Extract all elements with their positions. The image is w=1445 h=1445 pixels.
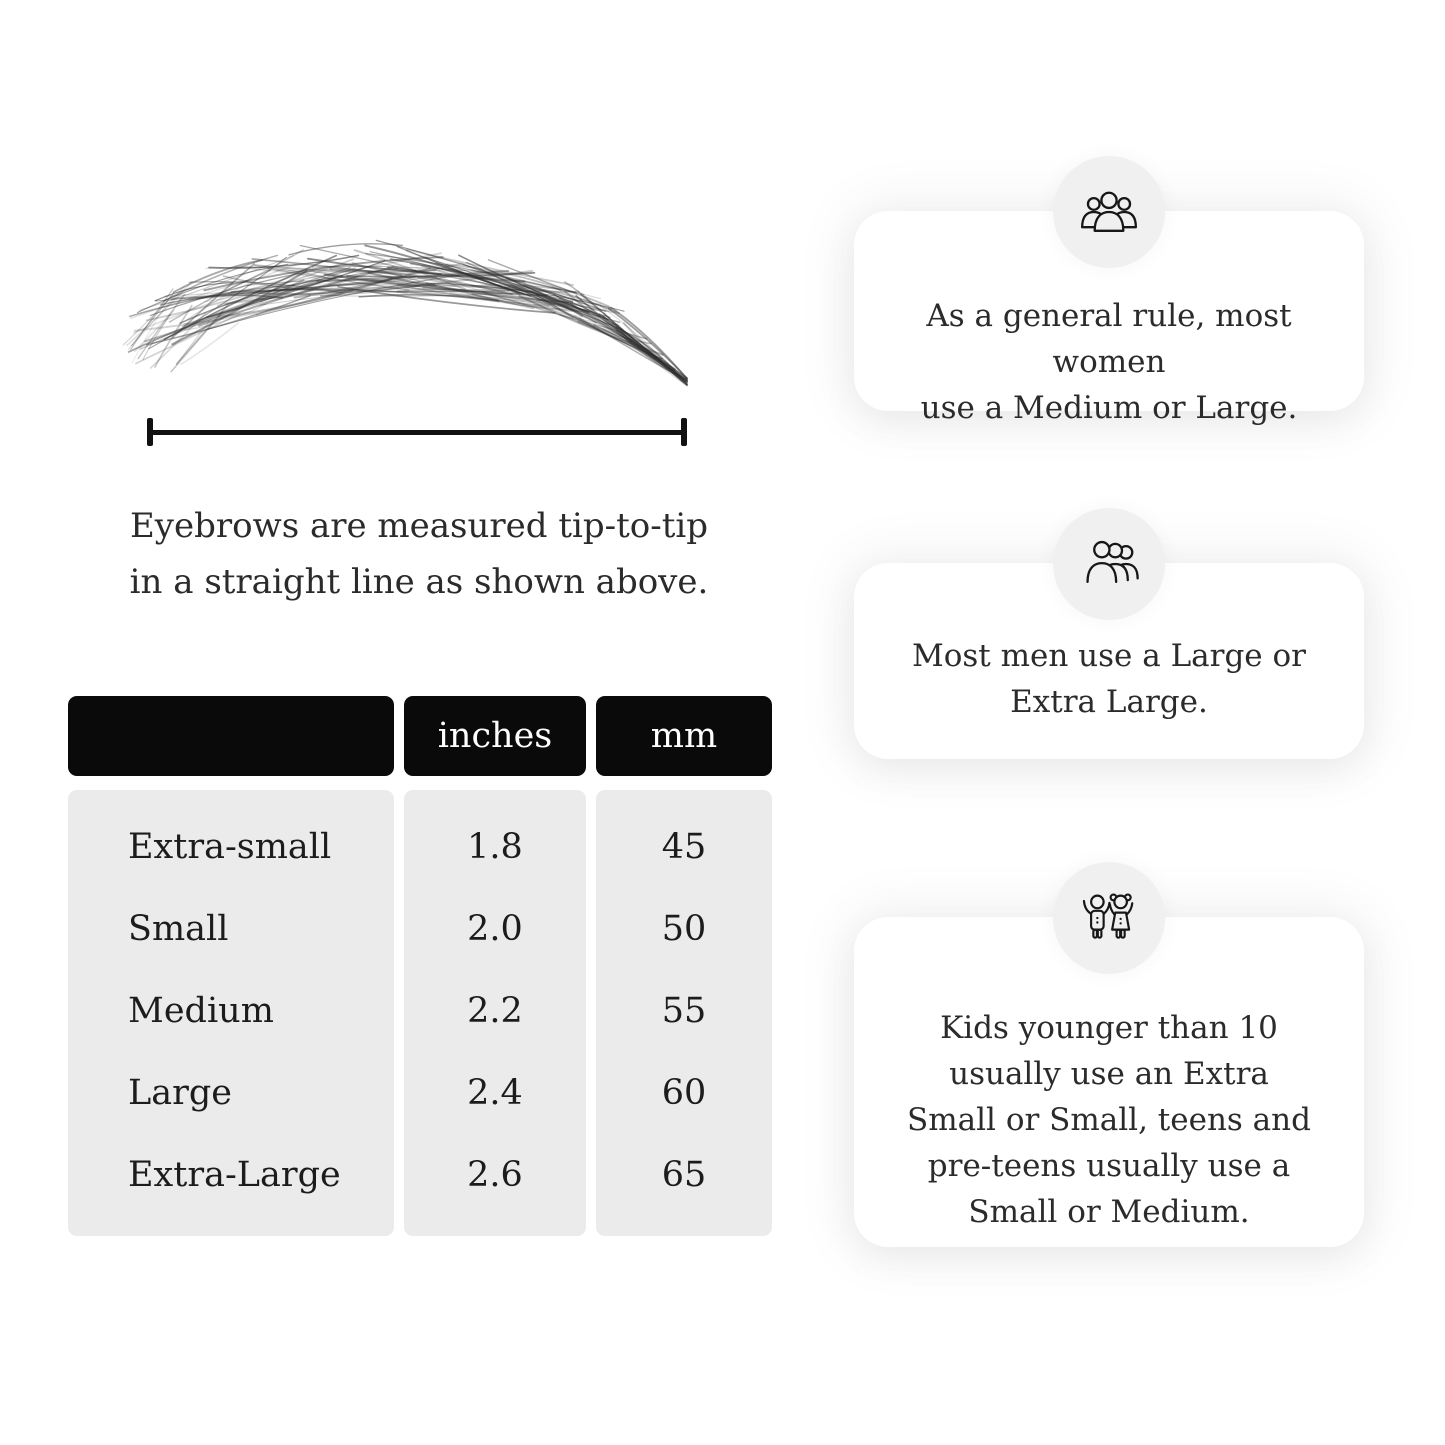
info-card-women (854, 211, 1364, 426)
inches-column (404, 790, 586, 1236)
icon-circle (1053, 156, 1165, 268)
size-chart-header-row (68, 696, 772, 776)
men-group-icon (1075, 536, 1143, 592)
card-text-line: usually use an Extra (949, 1056, 1269, 1092)
card-text (872, 633, 1346, 725)
table-cell-size: Small (128, 909, 229, 949)
header-cell-blank (68, 696, 394, 776)
table-cell-mm: 45 (661, 827, 707, 867)
measure-caption-line: Eyebrows are measured tip-to-tip (129, 506, 709, 546)
kids-icon (1075, 890, 1143, 946)
measure-caption-line: in a straight line as shown above. (129, 562, 709, 602)
card-text (872, 293, 1346, 431)
eyebrow-illustration (105, 222, 715, 407)
table-cell-size: Extra-small (128, 827, 332, 867)
table-cell-inches: 2.4 (467, 1073, 523, 1113)
mm-column (596, 790, 772, 1236)
table-cell-inches: 1.8 (467, 827, 523, 867)
women-group-icon (1075, 184, 1143, 240)
measure-caption (95, 498, 743, 610)
table-cell-size: Large (128, 1073, 232, 1113)
ruler-endcap-right (681, 418, 687, 446)
size-name-column (68, 790, 394, 1236)
info-card-kids (854, 917, 1364, 1247)
header-cell-mm: mm (596, 696, 772, 776)
table-cell-mm: 60 (661, 1073, 707, 1113)
card-text (872, 1005, 1346, 1235)
header-cell-inches: inches (404, 696, 586, 776)
card-text-line: As a general rule, most women (926, 298, 1292, 380)
size-chart-table (68, 696, 772, 1236)
size-chart-body (68, 790, 772, 1236)
ruler-bar (147, 430, 687, 435)
table-cell-inches: 2.0 (467, 909, 523, 949)
card-text-line: use a Medium or Large. (920, 390, 1298, 426)
card-text-line: Small or Medium. (968, 1194, 1250, 1230)
table-cell-mm: 65 (661, 1155, 707, 1195)
measure-line (147, 418, 687, 446)
card-text-line: pre-teens usually use a (927, 1148, 1291, 1184)
table-cell-mm: 50 (661, 909, 707, 949)
icon-circle (1053, 508, 1165, 620)
table-cell-inches: 2.6 (467, 1155, 523, 1195)
card-text-line: Most men use a Large or (911, 638, 1306, 674)
table-cell-size: Extra-Large (128, 1155, 341, 1195)
table-cell-inches: 2.2 (467, 991, 523, 1031)
icon-circle (1053, 862, 1165, 974)
card-text-line: Extra Large. (1010, 684, 1208, 720)
info-card-men (854, 563, 1364, 759)
card-text-line: Small or Small, teens and (907, 1102, 1311, 1138)
card-text-line: Kids younger than 10 (940, 1010, 1278, 1046)
table-cell-size: Medium (128, 991, 274, 1031)
table-cell-mm: 55 (661, 991, 707, 1031)
